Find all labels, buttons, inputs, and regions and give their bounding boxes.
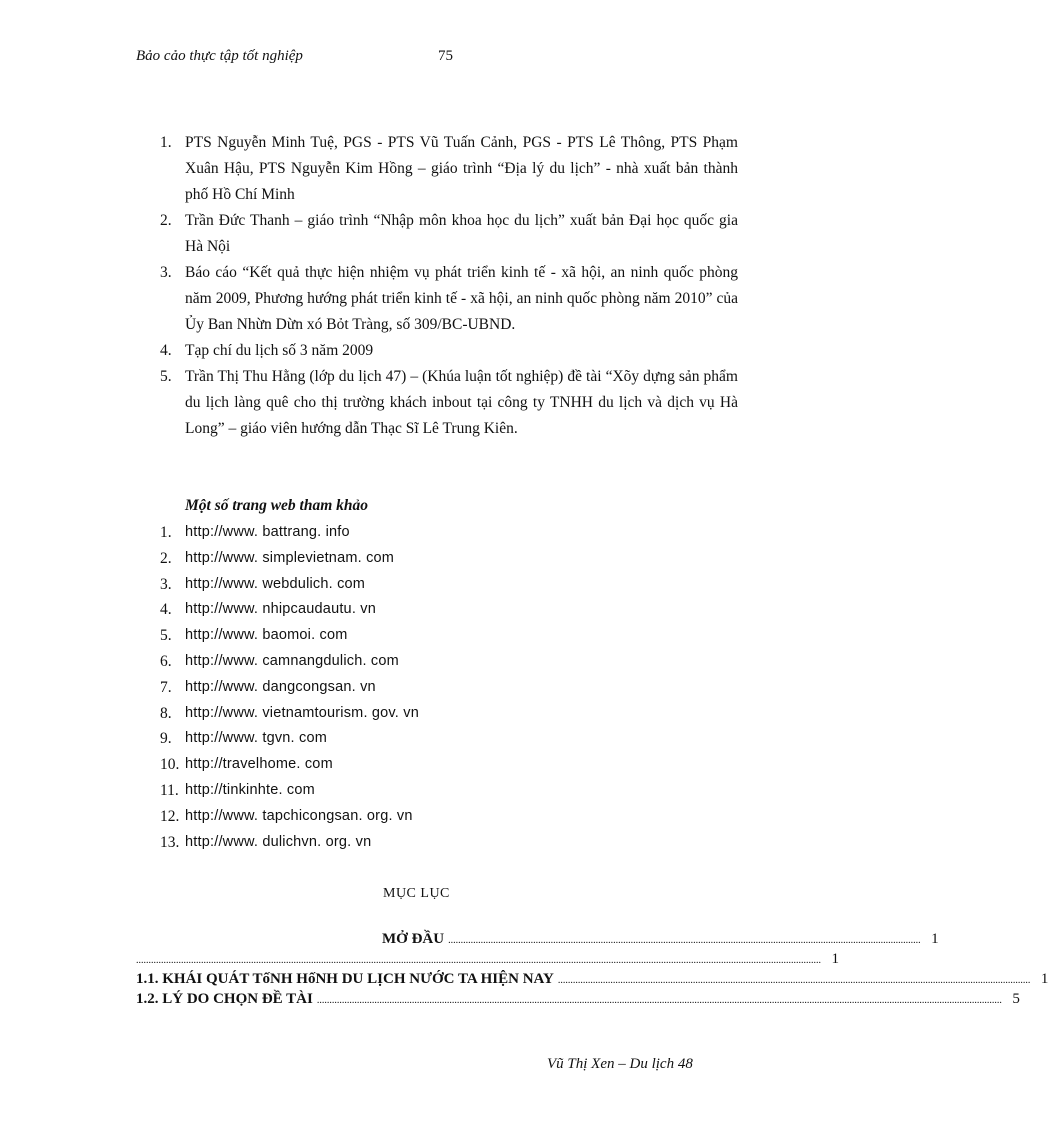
- toc-leader-dots: .............................................................................................................................................................................................: [557, 975, 1031, 986]
- references-list: [160, 130, 740, 442]
- website-item: [160, 778, 720, 804]
- page-number: 75: [438, 48, 453, 64]
- toc-title: MỤC LỤC: [383, 886, 450, 901]
- website-url: http://www. baomoi. com: [185, 627, 348, 644]
- website-number: 12.: [160, 807, 180, 825]
- website-url: http://www. dulichvn. org. vn: [185, 833, 372, 850]
- website-url: http://www. vietnamtourism. gov. vn: [185, 704, 419, 721]
- website-item: [160, 752, 720, 778]
- toc-entry: [136, 928, 939, 948]
- toc-entry-page: 5: [1012, 991, 1020, 1007]
- website-item: [160, 804, 720, 830]
- website-item: [160, 675, 720, 701]
- websites-heading: Một số trang web tham khảo: [185, 497, 369, 514]
- website-number: 5.: [160, 627, 172, 645]
- website-url: http://www. simplevietnam. com: [185, 549, 395, 566]
- reference-item: [160, 338, 740, 364]
- website-item: [160, 572, 720, 598]
- website-number: 2.: [160, 549, 172, 567]
- toc-entry-label: 1.1. KHÁI QUÁT TốNH HốNH DU LỊCH NƯỚC TA HIỆN NAY: [136, 971, 554, 987]
- website-url: http://www. nhipcaudautu. vn: [185, 601, 376, 618]
- toc-entry-page: 1: [831, 951, 839, 967]
- website-url: http://www. dangcongsan. vn: [185, 678, 376, 695]
- header-title: Bảo cảo thực tập tốt nghiệp: [136, 48, 303, 64]
- reference-item: [160, 208, 740, 260]
- reference-item: [160, 364, 740, 442]
- website-number: 10.: [160, 756, 180, 774]
- websites-list: [160, 520, 720, 855]
- reference-number: 1.: [160, 134, 172, 151]
- website-number: 7.: [160, 678, 172, 696]
- website-number: 9.: [160, 730, 172, 748]
- reference-number: 4.: [160, 342, 172, 359]
- website-item: [160, 597, 720, 623]
- reference-item: [160, 130, 740, 208]
- website-number: 3.: [160, 575, 172, 593]
- website-item: [160, 546, 720, 572]
- toc-entry-page: 1: [1040, 971, 1048, 987]
- website-url: http://www. tgvn. com: [185, 730, 327, 747]
- website-number: 13.: [160, 833, 180, 851]
- website-item: [160, 649, 720, 675]
- website-item: [160, 701, 720, 727]
- toc-entry-page: 1: [931, 931, 939, 947]
- website-number: 1.: [160, 524, 172, 541]
- reference-item: [160, 260, 740, 338]
- toc-leader-dots: .............................................................................................................................................................................................: [448, 935, 921, 946]
- website-url: http://travelhome. com: [185, 756, 333, 773]
- toc-entry: [136, 968, 1048, 988]
- website-url: http://www. tapchicongsan. org. vn: [185, 807, 413, 824]
- website-url: http://tinkinhte. com: [185, 781, 315, 798]
- website-url: http://www. camnangdulich. com: [185, 652, 399, 669]
- website-number: 6.: [160, 652, 172, 670]
- website-number: 8.: [160, 704, 172, 722]
- reference-text: Báo cáo “Kết quả thực hiện nhiệm vụ phát triển kinh tế - xã hội, an ninh quốc phòng năm 2009, Phương hướng phát triển kinh tế - xã hội, an ninh quốc phòng năm 2010” của Ủy Ban Nhừn Dừn xó Bỏt Tràng, số 309/BC-UBND.: [185, 264, 738, 333]
- reference-number: 2.: [160, 212, 172, 229]
- website-item: [160, 726, 720, 752]
- reference-text: Tạp chí du lịch số 3 năm 2009: [185, 342, 374, 359]
- page-header: [136, 48, 536, 70]
- website-item: [160, 623, 720, 649]
- toc-entry: [136, 948, 839, 968]
- toc-leader-dots: ..................................................................................................................................................................................................................................................................................: [136, 955, 821, 966]
- website-url: http://www. webdulich. com: [185, 575, 366, 592]
- toc-entry: [136, 988, 1020, 1008]
- toc-entry-label: 1.2. LÝ DO CHỌN ĐỀ TÀI: [136, 991, 313, 1007]
- website-item: [160, 830, 720, 856]
- toc-entry-label: MỞ ĐẦU: [382, 931, 445, 947]
- website-item: [160, 520, 720, 546]
- website-number: 11.: [160, 781, 179, 799]
- toc-leader-dots: ..................................................................................................................................................................................................................................................................................: [316, 995, 1002, 1006]
- reference-text: Trần Thị Thu Hằng (lớp du lịch 47) – (Khúa luận tốt nghiệp) đề tài “Xõy dựng sản phẩm du lịch làng quê cho thị trường khách inbout tại công ty TNHH du lịch và dịch vụ Hà Long” – giáo viên hướng dẫn Thạc Sĩ Lê Trung Kiên.: [185, 368, 738, 437]
- page-footer: Vũ Thị Xen – Du lịch 48: [547, 1056, 693, 1072]
- reference-number: 5.: [160, 368, 172, 385]
- reference-text: PTS Nguyễn Minh Tuệ, PGS - PTS Vũ Tuấn Cảnh, PGS - PTS Lê Thông, PTS Phạm Xuân Hậu, PTS Nguyễn Kim Hồng – giáo trình “Địa lý du lịch” - nhà xuất bản thành phố Hồ Chí Minh: [185, 134, 738, 203]
- reference-number: 3.: [160, 264, 172, 281]
- website-number: 4.: [160, 601, 172, 619]
- website-url: http://www. battrang. info: [185, 524, 350, 540]
- reference-text: Trần Đức Thanh – giáo trình “Nhập môn khoa học du lịch” xuất bản Đại học quốc gia Hà Nội: [185, 212, 738, 255]
- table-of-contents: [136, 928, 1048, 1018]
